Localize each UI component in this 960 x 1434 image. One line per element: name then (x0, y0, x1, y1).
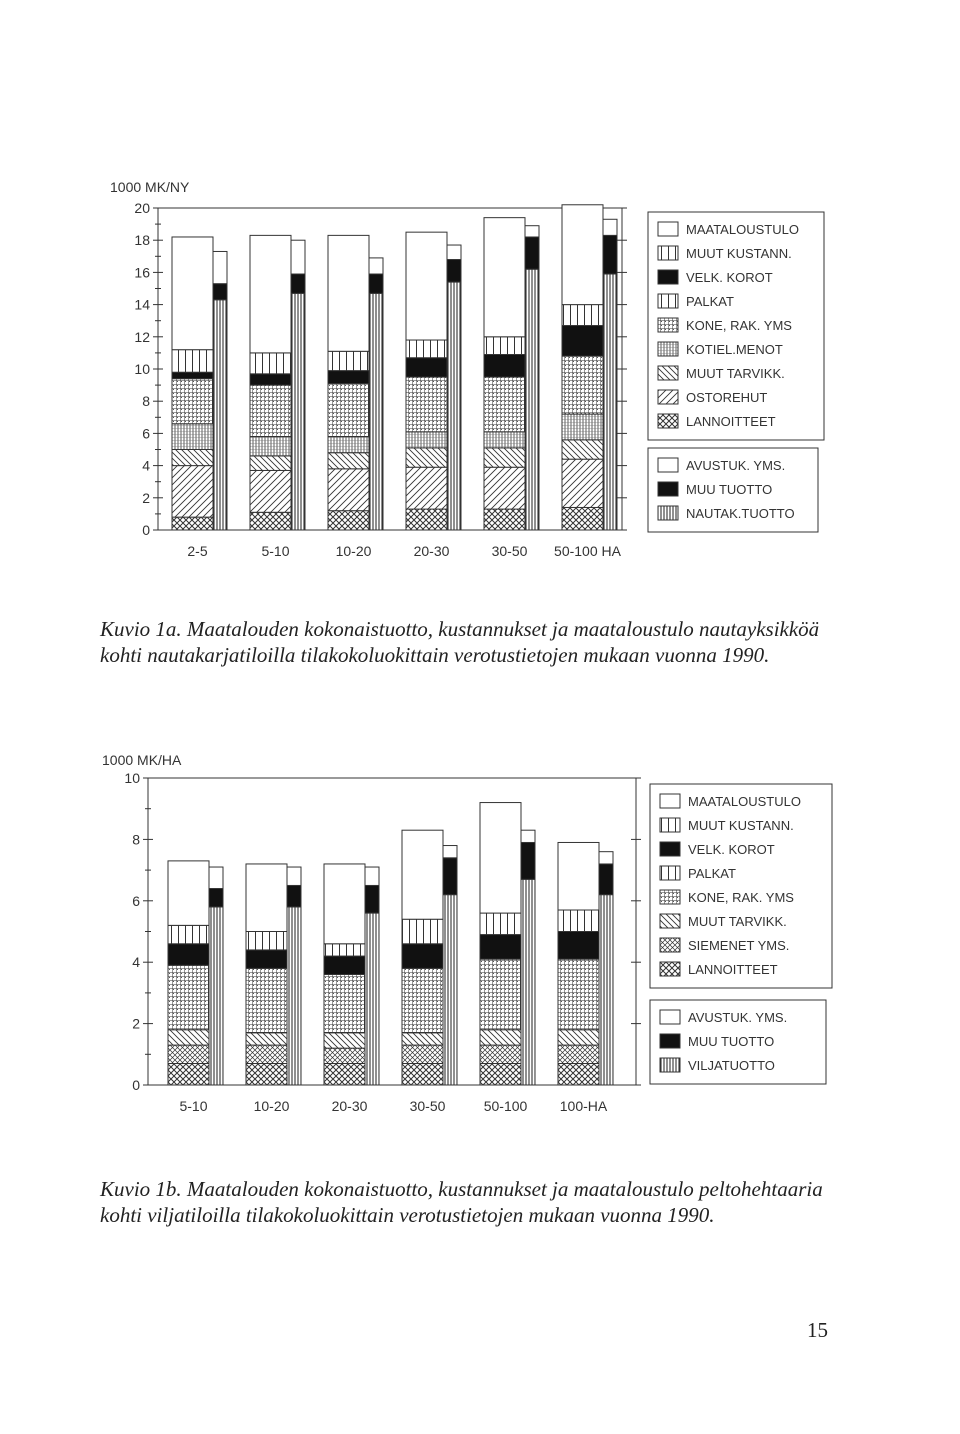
bar-cost-lannoitteet-5 (558, 1064, 599, 1085)
bar-cost-velk-korot-4 (480, 935, 521, 960)
x-tick-label: 20-30 (331, 1098, 368, 1114)
bar-cost-muut-tarvikk--0 (172, 450, 213, 466)
legend-label: MUUT KUSTANN. (686, 246, 792, 261)
bar-cost-muut-tarvikk--2 (328, 453, 369, 469)
bar-cost-velk-korot-0 (168, 944, 209, 965)
bar-cost-maataloustulo-3 (402, 830, 443, 919)
x-tick-label: 10-20 (253, 1098, 290, 1114)
bar-cost-lannoitteet-2 (328, 511, 369, 530)
legend-label: AVUSTUK. YMS. (688, 1010, 788, 1025)
legend-swatch (660, 1058, 680, 1072)
bar-revenue-nautak-tuotto-4 (525, 269, 539, 530)
y-tick-label: 6 (142, 425, 150, 442)
legend-swatch (660, 818, 680, 832)
bar-cost-kone-rak-yms-3 (402, 968, 443, 1032)
legend-label: KOTIEL.MENOT (686, 342, 783, 357)
legend-label: MUUT TARVIKK. (686, 366, 785, 381)
bar-revenue-avustuk-yms--5 (599, 852, 613, 864)
legend-swatch (660, 1010, 680, 1024)
y-tick-label: 2 (142, 489, 150, 506)
bar-cost-lannoitteet-4 (480, 1064, 521, 1085)
bar-cost-palkat-3 (402, 919, 443, 944)
bar-revenue-muu-tuotto-1 (291, 274, 305, 293)
bar-cost-ostorehut-2 (328, 469, 369, 511)
bar-cost-muut-tarvikk--5 (558, 1030, 599, 1045)
legend-swatch (658, 342, 678, 356)
bar-cost-kone-rak-yms-0 (168, 965, 209, 1029)
bar-cost-siemenet-yms--4 (480, 1045, 521, 1063)
bar-cost-lannoitteet-1 (246, 1064, 287, 1085)
legend-label: KONE, RAK. YMS (686, 318, 792, 333)
bar-cost-muut-tarvikk--1 (246, 1033, 287, 1045)
bar-cost-palkat-4 (480, 913, 521, 934)
legend-label: MUU TUOTTO (686, 482, 773, 497)
x-tick-label: 30-50 (409, 1098, 446, 1114)
bar-cost-palkat-0 (172, 350, 213, 373)
bar-revenue-viljatuotto-5 (599, 895, 613, 1085)
bar-cost-palkat-5 (558, 910, 599, 931)
bar-cost-ostorehut-1 (250, 470, 291, 512)
bar-cost-velk-korot-1 (250, 374, 291, 385)
x-tick-label: 100-HA (559, 1098, 608, 1114)
bar-cost-maataloustulo-4 (480, 803, 521, 914)
bar-cost-siemenet-yms--5 (558, 1045, 599, 1063)
legend-swatch (658, 222, 678, 236)
bar-cost-lannoitteet-4 (484, 509, 525, 530)
bar-cost-maataloustulo-2 (324, 864, 365, 944)
bar-cost-kotiel-menot-5 (562, 414, 603, 440)
bar-cost-muut-tarvikk--1 (250, 456, 291, 470)
legend-swatch (660, 794, 680, 808)
bar-revenue-avustuk-yms--4 (525, 226, 539, 237)
bar-cost-velk-korot-0 (172, 372, 213, 378)
bar-cost-kone-rak-yms-4 (480, 959, 521, 1030)
bar-cost-kone-rak-yms-3 (406, 377, 447, 432)
bar-revenue-muu-tuotto-4 (521, 842, 535, 879)
bar-revenue-viljatuotto-1 (287, 907, 301, 1085)
y-tick-label: 4 (132, 954, 140, 971)
legend-swatch (658, 482, 678, 496)
legend-label: VELK. KOROT (688, 842, 775, 857)
bar-revenue-avustuk-yms--0 (213, 251, 227, 283)
bar-revenue-viljatuotto-2 (365, 913, 379, 1085)
bar-cost-siemenet-yms--1 (246, 1045, 287, 1063)
bar-cost-maataloustulo-5 (562, 205, 603, 305)
legend-label: KONE, RAK. YMS (688, 890, 794, 905)
y-tick-label: 12 (134, 328, 150, 345)
legend-swatch (658, 414, 678, 428)
bar-cost-lannoitteet-3 (402, 1064, 443, 1085)
bar-cost-palkat-2 (324, 944, 365, 956)
y-tick-label: 4 (142, 457, 150, 474)
legend-swatch (660, 890, 680, 904)
bar-cost-ostorehut-0 (172, 466, 213, 518)
bar-cost-maataloustulo-2 (328, 235, 369, 351)
bar-cost-kone-rak-yms-5 (562, 356, 603, 414)
bar-cost-ostorehut-5 (562, 459, 603, 507)
bar-cost-palkat-5 (562, 305, 603, 326)
bar-cost-velk-korot-3 (406, 358, 447, 377)
y-tick-label: 0 (142, 522, 150, 538)
bar-revenue-viljatuotto-3 (443, 895, 457, 1085)
bar-revenue-nautak-tuotto-0 (213, 300, 227, 530)
bar-cost-velk-korot-1 (246, 950, 287, 968)
caption-label: Kuvio 1b. (100, 1177, 182, 1201)
legend-label: AVUSTUK. YMS. (686, 458, 786, 473)
legend-costs (650, 784, 832, 988)
bar-cost-muut-tarvikk--3 (406, 448, 447, 467)
bar-cost-palkat-4 (484, 337, 525, 355)
legend-swatch (658, 294, 678, 308)
bar-cost-velk-korot-4 (484, 355, 525, 378)
bar-cost-velk-korot-2 (328, 371, 369, 384)
bar-revenue-nautak-tuotto-5 (603, 274, 617, 530)
bar-cost-kone-rak-yms-2 (324, 974, 365, 1032)
legend-label: PALKAT (688, 866, 736, 881)
legend-swatch (658, 270, 678, 284)
y-tick-label: 0 (132, 1077, 140, 1093)
bar-revenue-muu-tuotto-3 (443, 858, 457, 895)
bar-revenue-avustuk-yms--3 (447, 245, 461, 259)
bar-revenue-muu-tuotto-4 (525, 237, 539, 269)
bar-cost-siemenet-yms--3 (402, 1045, 443, 1063)
legend-label: MUUT TARVIKK. (688, 914, 787, 929)
bar-cost-muut-tarvikk--0 (168, 1030, 209, 1045)
bar-revenue-muu-tuotto-3 (447, 260, 461, 283)
bar-cost-kone-rak-yms-4 (484, 377, 525, 432)
legend-swatch (660, 842, 680, 856)
bar-revenue-avustuk-yms--1 (291, 240, 305, 274)
bar-cost-kone-rak-yms-1 (250, 385, 291, 437)
legend-label: NAUTAK.TUOTTO (686, 506, 795, 521)
legend-swatch (660, 1034, 680, 1048)
bar-revenue-avustuk-yms--0 (209, 867, 223, 888)
bar-cost-kotiel-menot-4 (484, 432, 525, 448)
y-tick-label: 16 (134, 264, 150, 281)
bar-cost-velk-korot-3 (402, 944, 443, 969)
legend-swatch (658, 458, 678, 472)
bar-cost-lannoitteet-1 (250, 512, 291, 530)
bar-cost-ostorehut-3 (406, 467, 447, 509)
bar-cost-maataloustulo-0 (168, 861, 209, 925)
legend-label: LANNOITTEET (686, 414, 776, 429)
bar-cost-velk-korot-2 (324, 956, 365, 974)
legend-swatch (658, 390, 678, 404)
bar-cost-palkat-2 (328, 351, 369, 370)
bar-cost-lannoitteet-0 (172, 517, 213, 530)
bar-revenue-muu-tuotto-2 (369, 274, 383, 293)
bar-cost-kotiel-menot-3 (406, 432, 447, 448)
bar-cost-kone-rak-yms-0 (172, 379, 213, 424)
legend-swatch (660, 914, 680, 928)
caption-1a (100, 616, 860, 668)
legend-label: VELK. KOROT (686, 270, 773, 285)
legend-label: LANNOITTEET (688, 962, 778, 977)
legend-label: MAATALOUSTULO (688, 794, 801, 809)
x-tick-label: 50-100 HA (554, 543, 621, 559)
bar-revenue-viljatuotto-4 (521, 879, 535, 1085)
bar-cost-kotiel-menot-1 (250, 437, 291, 456)
bar-cost-muut-tarvikk--4 (480, 1030, 521, 1045)
y-tick-label: 18 (134, 232, 150, 249)
legend-label: OSTOREHUT (686, 390, 768, 405)
bar-cost-maataloustulo-3 (406, 232, 447, 340)
x-tick-label: 30-50 (491, 543, 528, 559)
caption-text: Maatalouden kokonaistuotto, kustannukset ja maataloustulo nautayksikköä kohti nautakarjatiloilla tilakokoluokittain verotustietojen mukaan vuonna 1990. (100, 617, 820, 667)
bar-cost-velk-korot-5 (562, 326, 603, 357)
bar-cost-palkat-0 (168, 925, 209, 943)
bar-cost-lannoitteet-5 (562, 507, 603, 530)
y-tick-label: 14 (134, 296, 150, 313)
x-tick-label: 2-5 (187, 543, 208, 559)
caption-text: Maatalouden kokonaistuotto, kustannukset ja maataloustulo peltohehtaaria kohti viljatiloilla tilakokoluokittain verotustietojen mukaan vuonna 1990. (100, 1177, 823, 1227)
bar-cost-kone-rak-yms-2 (328, 383, 369, 436)
bar-cost-kotiel-menot-2 (328, 437, 369, 453)
bar-cost-maataloustulo-1 (250, 235, 291, 353)
bar-cost-muut-tarvikk--3 (402, 1033, 443, 1045)
bar-cost-maataloustulo-0 (172, 237, 213, 350)
bar-revenue-avustuk-yms--2 (365, 867, 379, 885)
bar-revenue-avustuk-yms--2 (369, 258, 383, 274)
bar-cost-kotiel-menot-0 (172, 424, 213, 450)
y-tick-label: 10 (124, 770, 140, 786)
legend-label: MUUT KUSTANN. (688, 818, 794, 833)
bar-cost-maataloustulo-5 (558, 842, 599, 910)
legend-label: VILJATUOTTO (688, 1058, 775, 1073)
legend-swatch (658, 506, 678, 520)
bar-revenue-viljatuotto-0 (209, 907, 223, 1085)
y-tick-label: 8 (142, 393, 150, 410)
legend-swatch (660, 962, 680, 976)
y-axis-label: 1000 MK/NY (110, 179, 190, 195)
bar-cost-maataloustulo-1 (246, 864, 287, 932)
bar-revenue-avustuk-yms--4 (521, 830, 535, 842)
x-tick-label: 5-10 (179, 1098, 208, 1114)
bar-cost-velk-korot-5 (558, 932, 599, 960)
bar-cost-kone-rak-yms-5 (558, 959, 599, 1030)
bar-revenue-avustuk-yms--3 (443, 846, 457, 858)
bar-revenue-muu-tuotto-0 (209, 889, 223, 907)
bar-cost-kone-rak-yms-1 (246, 968, 287, 1032)
bar-cost-lannoitteet-0 (168, 1064, 209, 1085)
caption-1b (100, 1176, 860, 1228)
bar-cost-siemenet-yms--2 (324, 1048, 365, 1063)
bar-revenue-avustuk-yms--5 (603, 219, 617, 235)
legend-swatch (658, 246, 678, 260)
bar-cost-palkat-1 (250, 353, 291, 374)
y-tick-label: 20 (134, 200, 150, 216)
bar-cost-palkat-3 (406, 340, 447, 358)
y-tick-label: 2 (132, 1015, 140, 1032)
bar-cost-palkat-1 (246, 932, 287, 950)
legend-swatch (660, 938, 680, 952)
legend-label: MAATALOUSTULO (686, 222, 799, 237)
bar-cost-ostorehut-4 (484, 467, 525, 509)
legend-label: SIEMENET YMS. (688, 938, 790, 953)
y-tick-label: 6 (132, 892, 140, 909)
bar-revenue-muu-tuotto-0 (213, 284, 227, 300)
bar-revenue-muu-tuotto-1 (287, 885, 301, 906)
page-number: 15 (807, 1318, 828, 1342)
x-tick-label: 20-30 (413, 543, 450, 559)
caption-label: Kuvio 1a. (100, 617, 182, 641)
bar-cost-maataloustulo-4 (484, 218, 525, 337)
bar-revenue-nautak-tuotto-3 (447, 282, 461, 530)
bar-cost-siemenet-yms--0 (168, 1045, 209, 1063)
bar-cost-lannoitteet-2 (324, 1064, 365, 1085)
legend-swatch (658, 366, 678, 380)
bar-cost-muut-tarvikk--5 (562, 440, 603, 459)
x-tick-label: 10-20 (335, 543, 372, 559)
bar-revenue-muu-tuotto-5 (599, 864, 613, 895)
y-axis-label: 1000 MK/HA (102, 752, 182, 768)
y-tick-label: 10 (134, 361, 150, 377)
chart-1b (0, 740, 960, 1140)
legend-label: MUU TUOTTO (688, 1034, 775, 1049)
bar-revenue-nautak-tuotto-2 (369, 293, 383, 530)
legend-swatch (658, 318, 678, 332)
bar-revenue-nautak-tuotto-1 (291, 293, 305, 530)
bar-revenue-muu-tuotto-2 (365, 885, 379, 913)
bar-cost-muut-tarvikk--4 (484, 448, 525, 467)
legend-label: PALKAT (686, 294, 734, 309)
bar-cost-muut-tarvikk--2 (324, 1033, 365, 1048)
x-tick-label: 5-10 (261, 543, 290, 559)
x-tick-label: 50-100 (483, 1098, 528, 1114)
bar-revenue-muu-tuotto-5 (603, 235, 617, 274)
legend-swatch (660, 866, 680, 880)
bar-revenue-avustuk-yms--1 (287, 867, 301, 885)
y-tick-label: 8 (132, 831, 140, 848)
bar-cost-lannoitteet-3 (406, 509, 447, 530)
